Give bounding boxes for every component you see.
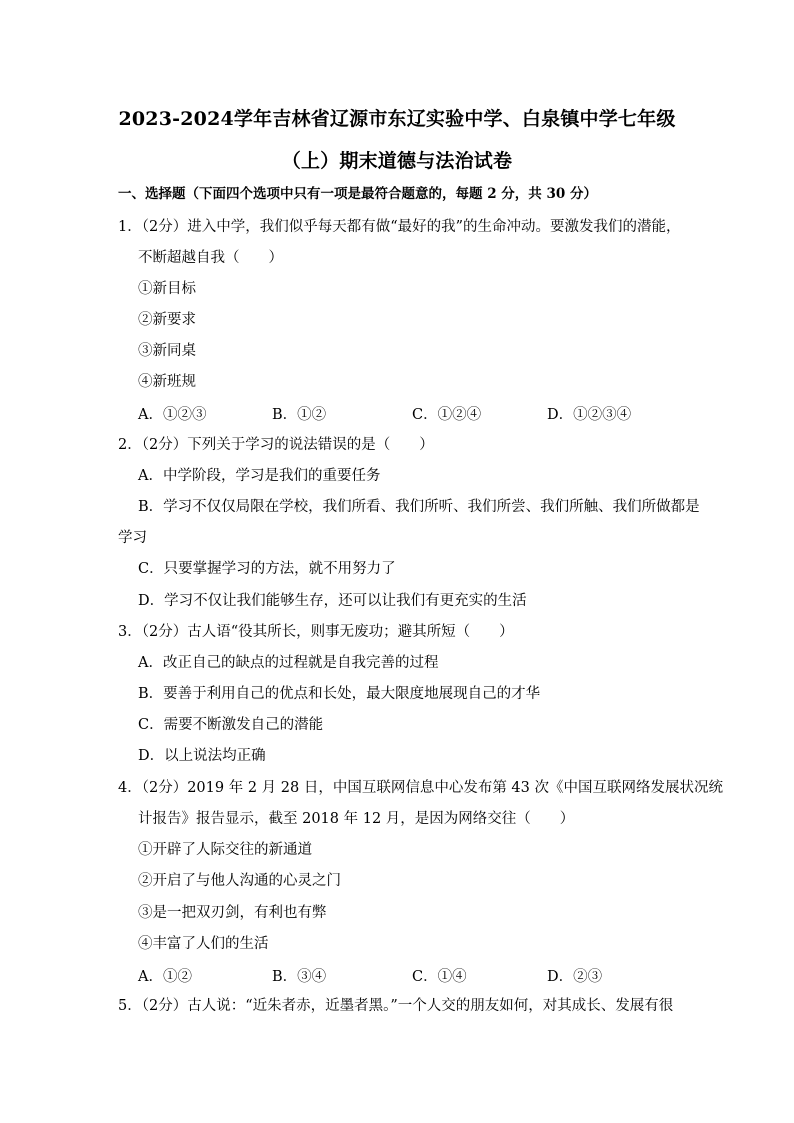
question-1-option-d[interactable]: D．①②③④ (547, 407, 632, 423)
question-4-item-1: ①开辟了人际交往的新通道 (138, 842, 312, 858)
question-3-option-b[interactable]: B．要善于利用自己的优点和长处，最大限度地展现自己的才华 (138, 686, 541, 702)
question-2-stem: 2．（2分）下列关于学习的说法错误的是（ ） (118, 437, 434, 453)
question-4-option-c[interactable]: C．①④ (412, 969, 467, 985)
question-2-option-b-wrap: 学习 (118, 530, 147, 546)
question-1-options (138, 403, 698, 423)
section-heading: 一、选择题（下面四个选项中只有一项是最符合题意的，每题 2 分，共 30 分） (118, 186, 597, 202)
question-4-stem-line-2: 计报告》报告显示，截至 2018 年 12 月，是因为网络交往（ ） (138, 811, 575, 827)
question-1-stem-line-1: 1．（2分）进入中学，我们似乎每天都有做“最好的我”的生命冲动。要激发我们的潜能， (118, 219, 681, 235)
question-2-option-b[interactable]: B．学习不仅仅局限在学校，我们所看、我们所听、我们所尝、我们所触、我们所做都是 (138, 499, 700, 515)
question-4-option-b[interactable]: B．③④ (272, 969, 327, 985)
question-2-option-a[interactable]: A．中学阶段，学习是我们的重要任务 (138, 468, 381, 484)
question-4-item-2: ②开启了与他人沟通的心灵之门 (138, 873, 341, 889)
exam-title-line-1: 2023-2024学年吉林省辽源市东辽实验中学、白泉镇中学七年级 (118, 108, 676, 130)
question-1-item-3: ③新同桌 (138, 343, 196, 359)
question-4-option-a[interactable]: A．①② (138, 969, 192, 985)
question-1-item-2: ②新要求 (138, 312, 196, 328)
question-3-option-c[interactable]: C．需要不断激发自己的潜能 (138, 717, 324, 733)
question-1-stem-line-2: 不断超越自我（ ） (138, 250, 283, 266)
question-4-option-d[interactable]: D．②③ (547, 969, 603, 985)
question-1-item-1: ①新目标 (138, 281, 196, 297)
question-1-option-b[interactable]: B．①② (272, 407, 327, 423)
question-3-option-a[interactable]: A．改正自己的缺点的过程就是自我完善的过程 (138, 655, 439, 671)
question-1-item-4: ④新班规 (138, 374, 196, 390)
question-4-options (138, 965, 698, 985)
question-4-item-4: ④丰富了人们的生活 (138, 936, 269, 952)
exam-title-line-2: （上）期末道德与法治试卷 (281, 150, 513, 172)
question-4-item-3: ③是一把双刃剑，有利也有弊 (138, 905, 327, 921)
question-2-option-d[interactable]: D．学习不仅让我们能够生存，还可以让我们有更充实的生活 (138, 593, 527, 609)
question-3-stem: 3．（2分）古人语“役其所长，则事无废功；避其所短（ ） (118, 624, 514, 640)
question-4-stem-line-1: 4．（2分）2019 年 2 月 28 日，中国互联网信息中心发布第 43 次《中国互联网络发展状况统 (118, 780, 723, 796)
question-5-stem-line-1: 5．（2分）古人说：“近朱者赤，近墨者黑。”一个人交的朋友如何，对其成长、发展有很 (118, 998, 674, 1014)
question-2-option-c[interactable]: C．只要掌握学习的方法，就不用努力了 (138, 561, 396, 577)
question-3-option-d[interactable]: D．以上说法均正确 (138, 748, 266, 764)
question-1-option-c[interactable]: C．①②④ (412, 407, 482, 423)
question-1-option-a[interactable]: A．①②③ (138, 407, 207, 423)
